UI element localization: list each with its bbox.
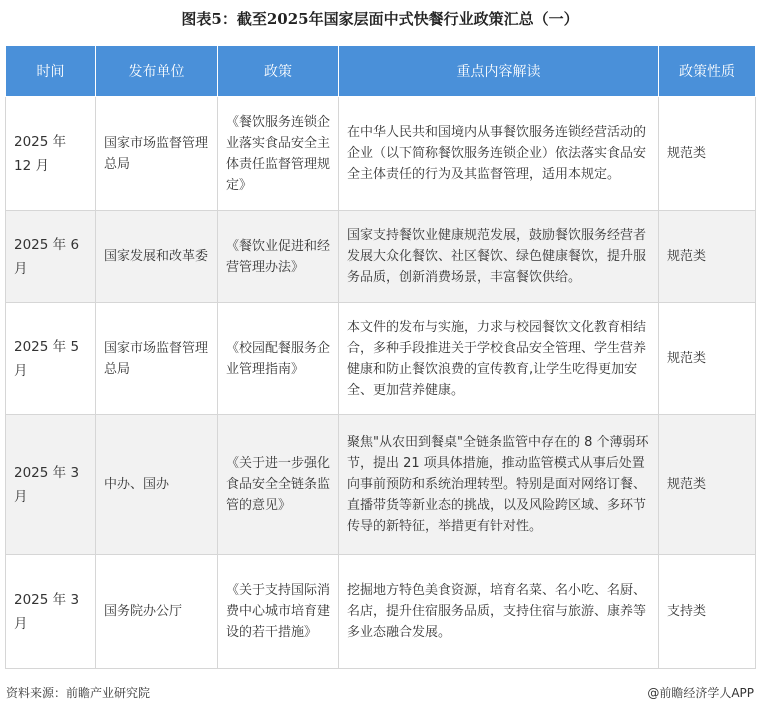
cell-issuer: 国家发展和改革委 (96, 211, 218, 303)
cell-time: 2025 年 3 月 (6, 555, 96, 669)
cell-nature: 规范类 (659, 97, 756, 211)
cell-issuer: 国家市场监督管理总局 (96, 97, 218, 211)
table-header-row (6, 46, 756, 97)
cell-issuer: 国务院办公厅 (96, 555, 218, 669)
cell-content: 聚焦"从农田到餐桌"全链条监管中存在的 8 个薄弱环节，提出 21 项具体措施，推动监管模式从事后处置向事前预防和系统治理转型。特别是面对网络订餐、直播带货等新业态的挑战，以及风险跨区域、多环节传导的新特征，举措更有针对性。 (339, 415, 659, 555)
table-row (6, 211, 756, 303)
cell-time: 2025 年 12 月 (6, 97, 96, 211)
table-row (6, 97, 756, 211)
table-row (6, 555, 756, 669)
cell-issuer: 中办、国办 (96, 415, 218, 555)
header-issuer: 发布单位 (96, 46, 218, 97)
table-row (6, 415, 756, 555)
cell-issuer: 国家市场监督管理总局 (96, 303, 218, 415)
cell-nature: 规范类 (659, 303, 756, 415)
page-title: 图表5：截至2025年国家层面中式快餐行业政策汇总（一） (181, 10, 579, 28)
cell-time: 2025 年 6 月 (6, 211, 96, 303)
policy-table (5, 45, 756, 669)
cell-content: 挖掘地方特色美食资源，培育名菜、名小吃、名厨、名店，提升住宿服务品质，支持住宿与旅游、康养等多业态融合发展。 (339, 555, 659, 669)
cell-nature: 支持类 (659, 555, 756, 669)
cell-time: 2025 年 3 月 (6, 415, 96, 555)
source-note: 资料来源：前瞻产业研究院 (6, 686, 151, 700)
cell-policy: 《餐饮服务连锁企业落实食品安全主体责任监督管理规定》 (218, 97, 339, 211)
header-policy: 政策 (218, 46, 339, 97)
cell-content: 国家支持餐饮业健康规范发展，鼓励餐饮服务经营者发展大众化餐饮、社区餐饮、绿色健康餐饮，提升服务品质，创新消费场景，丰富餐饮供给。 (339, 211, 659, 303)
cell-policy: 《关于进一步强化食品安全全链条监管的意见》 (218, 415, 339, 555)
brand-credit: @前瞻经济学人APP (647, 686, 754, 700)
cell-policy: 《关于支持国际消费中心城市培育建设的若干措施》 (218, 555, 339, 669)
table-row (6, 303, 756, 415)
cell-policy: 《餐饮业促进和经营管理办法》 (218, 211, 339, 303)
header-time: 时间 (6, 46, 96, 97)
cell-nature: 规范类 (659, 211, 756, 303)
cell-policy: 《校园配餐服务企业管理指南》 (218, 303, 339, 415)
header-content: 重点内容解读 (339, 46, 659, 97)
cell-content: 本文件的发布与实施，力求与校园餐饮文化教育相结合，多种手段推进关于学校食品安全管理、学生营养健康和防止餐饮浪费的宣传教育,让学生吃得更加安全、更加营养健康。 (339, 303, 659, 415)
cell-time: 2025 年 5 月 (6, 303, 96, 415)
header-nature: 政策性质 (659, 46, 756, 97)
cell-nature: 规范类 (659, 415, 756, 555)
cell-content: 在中华人民共和国境内从事餐饮服务连锁经营活动的企业（以下简称餐饮服务连锁企业）依法落实食品安全主体责任的行为及其监督管理，适用本规定。 (339, 97, 659, 211)
